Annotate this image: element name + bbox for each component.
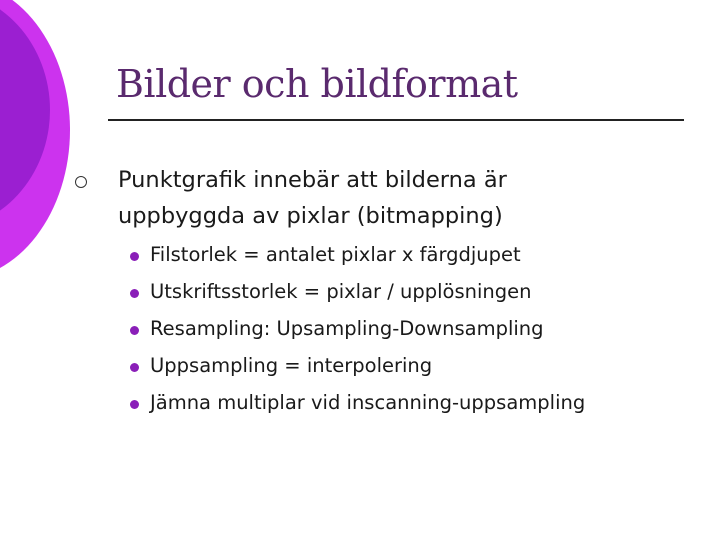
dot-bullet-icon: [130, 400, 139, 409]
dot-bullet-icon: [130, 326, 139, 335]
slide-title: Bilder och bildformat: [116, 62, 518, 106]
dot-bullet-icon: [130, 252, 139, 261]
sub-point-text: Resampling: Upsampling-Downsampling: [150, 317, 544, 340]
hollow-circle-bullet-icon: [75, 176, 87, 188]
dot-bullet-icon: [130, 289, 139, 298]
sub-point-text: Utskriftsstorlek = pixlar / upplösningen: [150, 280, 532, 303]
sub-point-text: Uppsampling = interpolering: [150, 354, 433, 377]
sub-point-text: Filstorlek = antalet pixlar x färgdjupet: [150, 243, 521, 266]
title-divider: [108, 119, 684, 121]
main-point-text: Punktgrafik innebär att bilderna är uppbyggda av pixlar (bitmapping): [118, 167, 507, 229]
dot-bullet-icon: [130, 363, 139, 372]
sub-point-text: Jämna multiplar vid inscanning-uppsampling: [150, 391, 586, 414]
